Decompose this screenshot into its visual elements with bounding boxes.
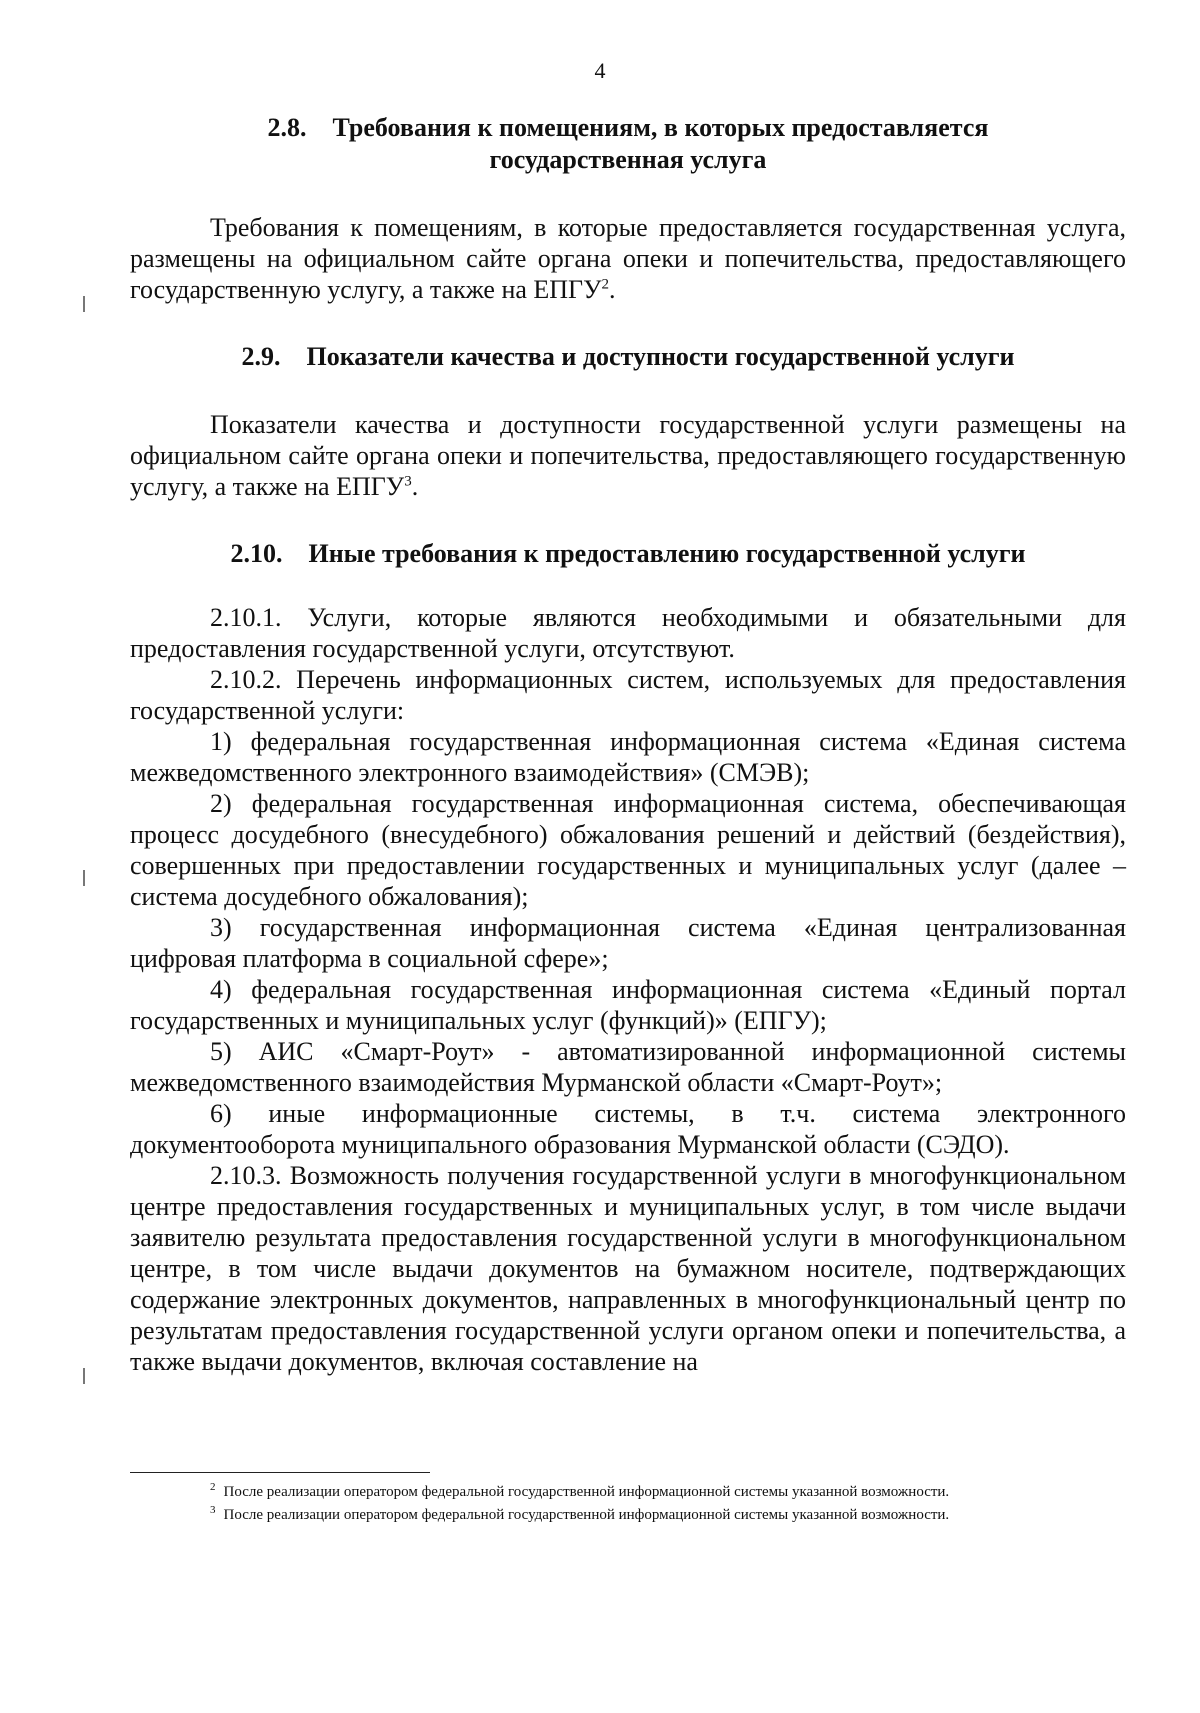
paragraph-end: .	[609, 275, 616, 304]
margin-mark	[83, 1368, 85, 1384]
section-2-10-body	[130, 602, 1126, 1377]
section-title: Требования к помещениям, в которых предоставляется	[332, 113, 989, 142]
footnote-mark: 2	[210, 1481, 216, 1493]
section-number: 2.9.	[241, 342, 281, 371]
paragraph	[130, 409, 1126, 502]
list-item: 6) иные информационные системы, в т.ч. система электронного документооборота муниципального образования Мурманской области (СЭДО).	[130, 1099, 1126, 1159]
footnote-ref: 3	[404, 473, 412, 490]
footnote	[130, 1506, 1126, 1525]
section-title-line2: государственная услуга	[489, 145, 767, 174]
paragraph	[130, 212, 1126, 305]
margin-mark	[83, 870, 85, 886]
footnotes	[130, 1472, 1126, 1529]
section-heading-2-10	[130, 538, 1126, 570]
section-number: 2.8.	[267, 113, 307, 142]
list-item: 5) АИС «Смарт-Роут» - автоматизированной информационной системы межведомственного взаимодействия Мурманской области «Смарт-Роут»;	[130, 1037, 1126, 1097]
document-body	[130, 112, 1126, 1377]
footnote-ref: 2	[601, 276, 609, 293]
list-item: 1) федеральная государственная информационная система «Единая система межведомственного электронного взаимодействия» (СМЭВ);	[130, 727, 1126, 787]
paragraph: 2.10.2. Перечень информационных систем, используемых для предоставления государственной услуги:	[130, 665, 1126, 725]
paragraph: 2.10.3. Возможность получения государственной услуги в многофункциональном центре предоставления государственных и муниципальных услуг, в том числе выдачи заявителю результата предоставления государственной услуги в многофункциональном центре, в том числе выдачи документов на бумажном носителе, подтверждающих содержание электронных документов, направленных в многофункциональный центр по результатам предоставления государственной услуги органом опеки и попечительства, а также выдачи документов, включая составление на	[130, 1161, 1126, 1376]
section-title: Иные требования к предоставлению государственной услуги	[308, 539, 1026, 568]
footnote	[130, 1483, 1126, 1502]
section-title: Показатели качества и доступности государственной услуги	[306, 342, 1015, 371]
section-heading-2-8	[130, 112, 1126, 176]
footnote-text: После реализации оператором федеральной государственной информационной системы указанной возможности.	[223, 1484, 950, 1500]
list-item: 3) государственная информационная система «Единая централизованная цифровая платформа в социальной сфере»;	[130, 913, 1126, 973]
list-item: 4) федеральная государственная информационная система «Единый портал государственных и муниципальных услуг (функций)» (ЕПГУ);	[130, 975, 1126, 1035]
footnote-separator	[130, 1472, 430, 1473]
paragraph-text: Показатели качества и доступности государственной услуги размещены на официальном сайте органа опеки и попечительства, предоставляющего государственную услугу, а также на ЕПГУ	[130, 410, 1126, 501]
section-number: 2.10.	[230, 539, 283, 568]
page-number: 4	[594, 58, 606, 83]
margin-mark	[83, 296, 85, 312]
list-item: 2) федеральная государственная информационная система, обеспечивающая процесс досудебного (внесудебного) обжалования решений и действий (бездействия), совершенных при предоставлении государственных и муниципальных услуг (далее – система досудебного обжалования);	[130, 789, 1126, 911]
footnote-mark: 3	[210, 1504, 216, 1516]
paragraph-end: .	[411, 472, 419, 501]
section-heading-2-9	[130, 341, 1126, 373]
footnote-text: После реализации оператором федеральной государственной информационной системы указанной возможности.	[223, 1507, 950, 1523]
paragraph: 2.10.1. Услуги, которые являются необходимыми и обязательными для предоставления государственной услуги, отсутствуют.	[130, 603, 1126, 663]
paragraph-text: Требования к помещениям, в которые предоставляется государственная услуга, размещены на официальном сайте органа опеки и попечительства, предоставляющего государственную услугу, а также на ЕПГУ	[130, 213, 1126, 304]
